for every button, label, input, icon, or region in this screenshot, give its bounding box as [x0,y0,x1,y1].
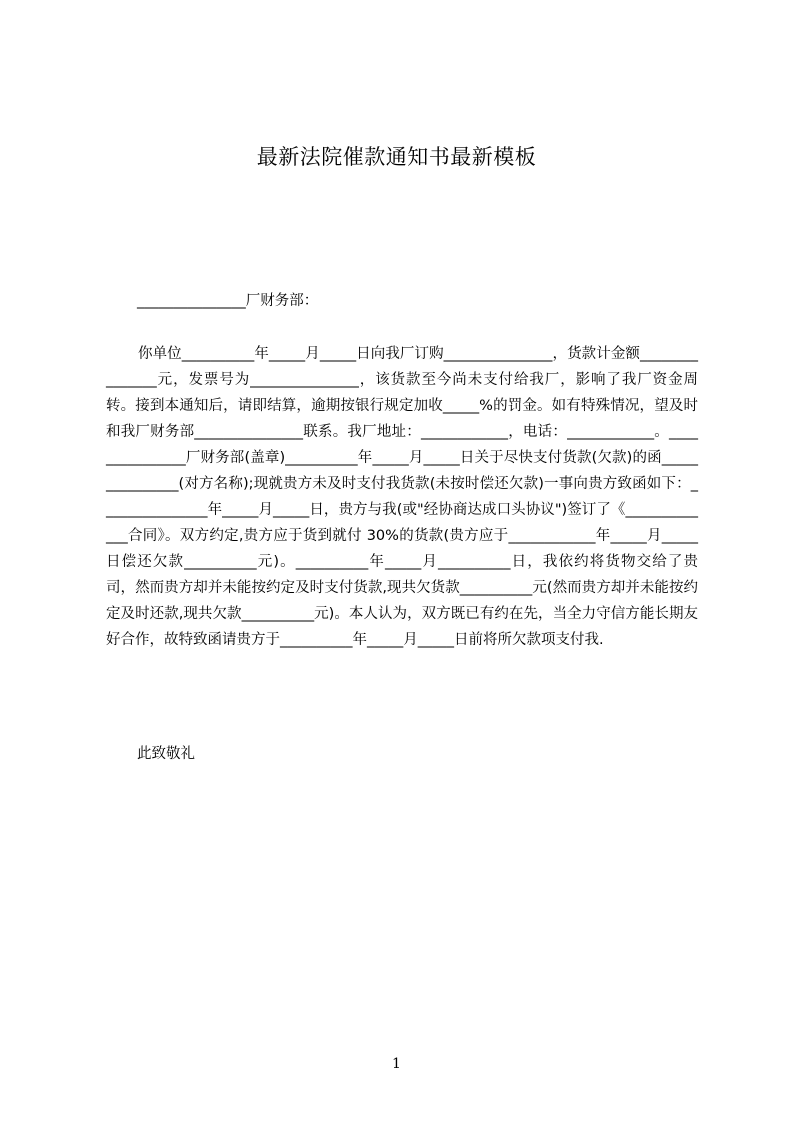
closing-line: 此致敬礼 [137,746,195,762]
page-number: 1 [392,1056,401,1072]
salutation-line: _______________厂财务部： [137,293,319,309]
body-paragraph: 你单位__________年_____月_____日向我厂订购_______________，货款计金额_______________元，发票号为_______________，该货款至今尚未支付给我厂，影响了我厂资金周转。接到本通知后，请即结算，逾期按银行规定加收_____%的罚金。如有特殊情况，望及时和我厂财务部_______________联系。我厂地址：____________，电话：____________。_______________厂财务部(盖章)__________年_____月_____日关于尽快支付货款(欠款)的函_______________(对方名称);现就贵方未及时支付我货款(未按时偿还欠款)一事向贵方致函如下：_______________年_____月_____日，贵方与我(或"经协商达成口头协议")签订了《_____________合同》。双方约定,贵方应于货到就付 30%的货款(贵方应于____________年_____月_____日偿还欠款__________元)。__________年_____月__________日，我依约将货物交给了贵司，然而贵方却并未能按约定及时支付货款,现共欠货款__________元(然而贵方却并未能按约定及时还款,现共欠款__________元)。本人认为，双方既已有约在先，当全力守信方能长期友好合作，故特致函请贵方于__________年_____月_____日前将所欠款项支付我. [106,346,698,648]
document-title: 最新法院催款通知书最新模板 [256,145,537,169]
